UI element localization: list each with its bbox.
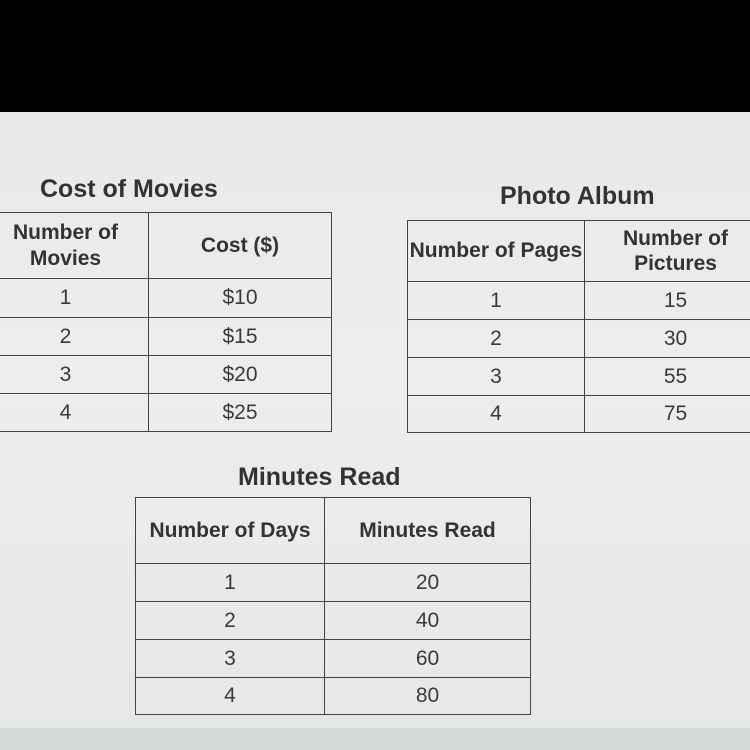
movies-cell: 2 xyxy=(0,318,149,356)
movies-cell: 1 xyxy=(0,279,149,318)
table-row xyxy=(0,318,332,356)
movies-table xyxy=(0,212,332,432)
reading-cell: 1 xyxy=(136,564,325,602)
reading-header-days: Number of Days xyxy=(136,498,325,564)
movies-header-cost: Cost ($) xyxy=(149,213,332,279)
movies-cell: $25 xyxy=(149,394,332,432)
movies-table-title: Cost of Movies xyxy=(40,175,218,203)
album-header-pictures: Number of Pictures xyxy=(585,221,750,282)
table-row xyxy=(136,678,531,715)
album-cell: 75 xyxy=(585,396,750,433)
album-header-pages: Number of Pages xyxy=(408,221,585,282)
table-row xyxy=(0,394,332,432)
album-cell: 30 xyxy=(585,320,750,358)
movies-cell: $10 xyxy=(149,279,332,318)
reading-header-minutes: Minutes Read xyxy=(325,498,531,564)
reading-table xyxy=(135,497,531,715)
movies-cell: 3 xyxy=(0,356,149,394)
movies-cell: $15 xyxy=(149,318,332,356)
reading-cell: 4 xyxy=(136,678,325,715)
table-row xyxy=(408,320,750,358)
reading-cell: 2 xyxy=(136,602,325,640)
table-row xyxy=(408,396,750,433)
page-edge xyxy=(0,728,750,750)
album-cell: 55 xyxy=(585,358,750,396)
table-row xyxy=(408,282,750,320)
table-row xyxy=(0,356,332,394)
album-table-title: Photo Album xyxy=(500,182,655,210)
movies-cell: $20 xyxy=(149,356,332,394)
table-row xyxy=(136,602,531,640)
album-cell: 4 xyxy=(408,396,585,433)
reading-cell: 3 xyxy=(136,640,325,678)
table-row xyxy=(0,279,332,318)
table-row xyxy=(136,640,531,678)
reading-cell: 20 xyxy=(325,564,531,602)
album-cell: 15 xyxy=(585,282,750,320)
movies-header-number: Number of Movies xyxy=(0,213,149,279)
table-row xyxy=(136,564,531,602)
movies-cell: 4 xyxy=(0,394,149,432)
reading-cell: 60 xyxy=(325,640,531,678)
reading-table-title: Minutes Read xyxy=(238,463,401,491)
album-cell: 1 xyxy=(408,282,585,320)
album-table xyxy=(407,220,750,433)
table-row xyxy=(408,358,750,396)
reading-cell: 80 xyxy=(325,678,531,715)
reading-cell: 40 xyxy=(325,602,531,640)
album-cell: 3 xyxy=(408,358,585,396)
album-cell: 2 xyxy=(408,320,585,358)
